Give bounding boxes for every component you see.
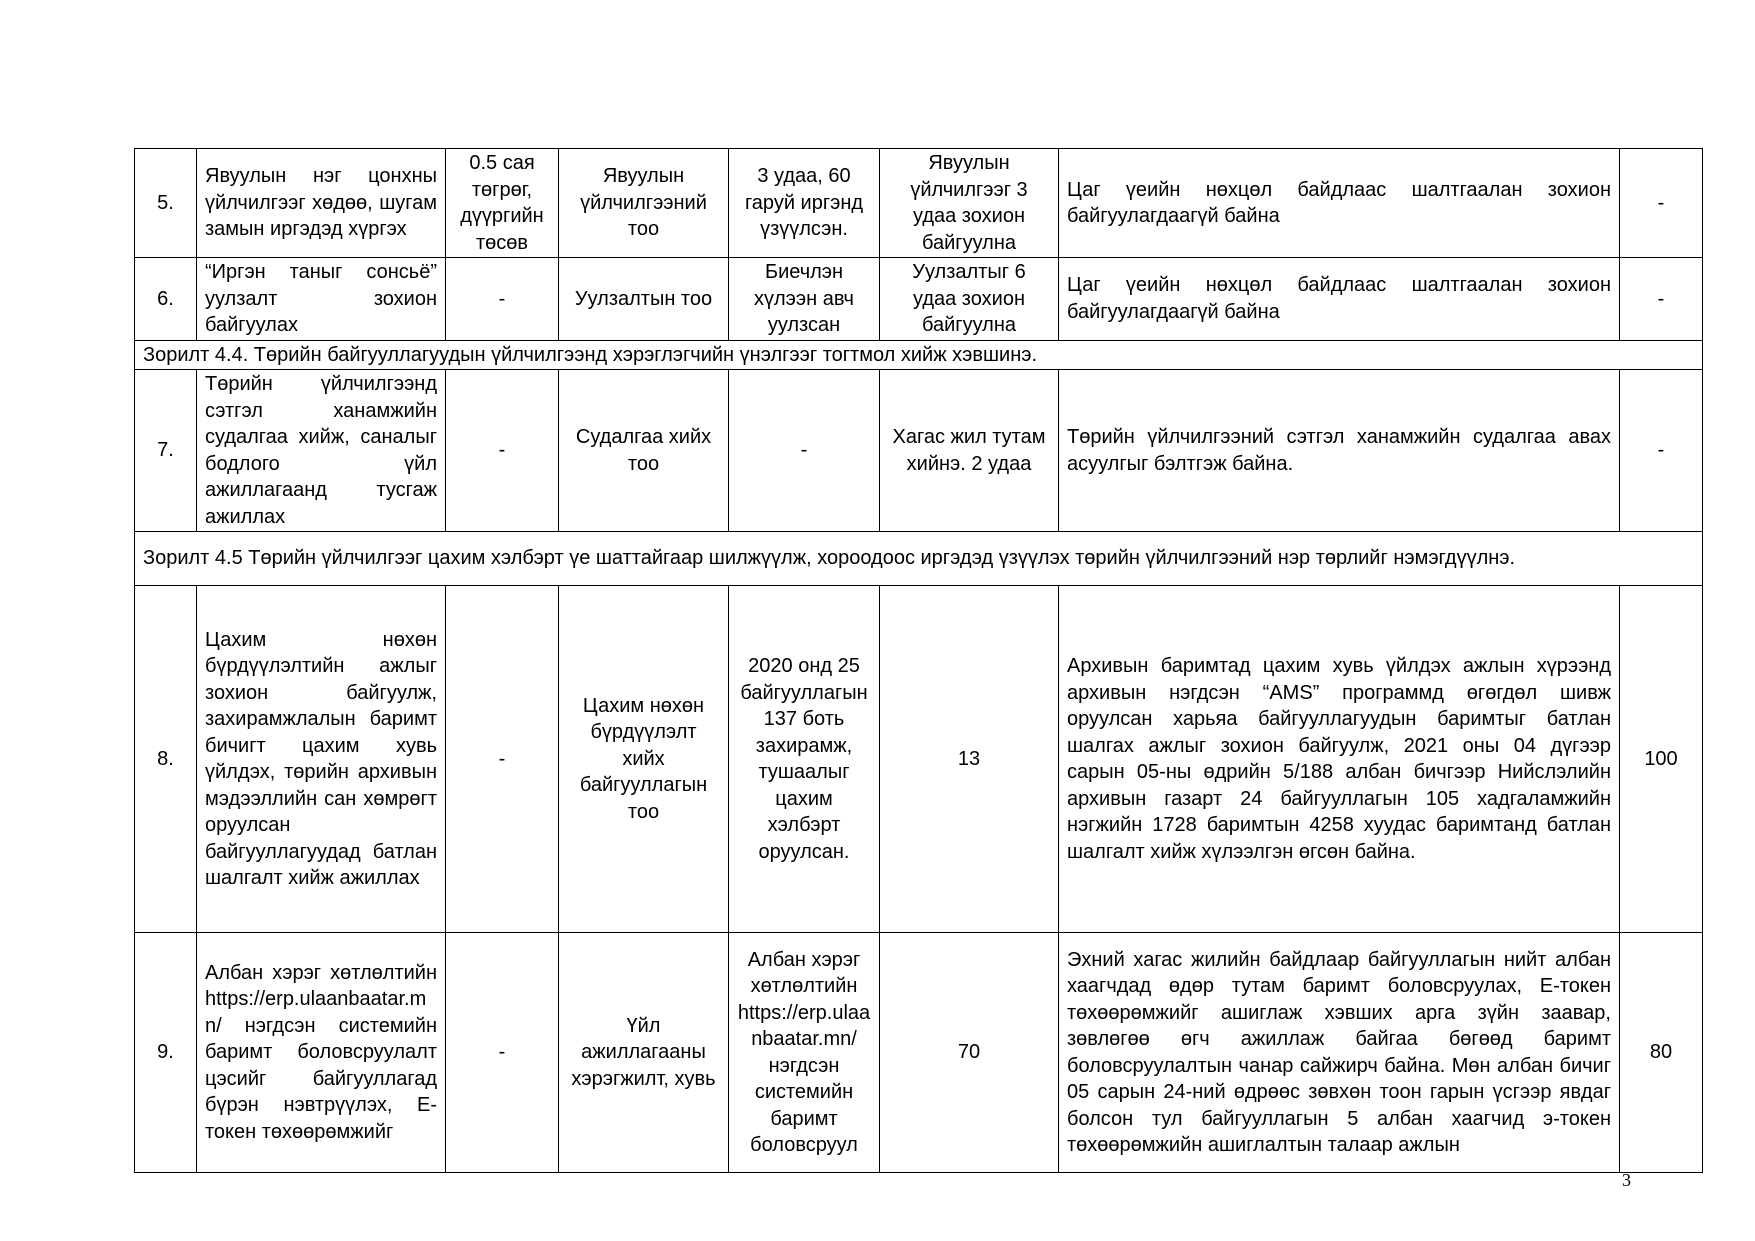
target-cell: 70 (880, 933, 1059, 1173)
activity-cell: Явуулын нэг цонхны үйлчилгээг хөдөө, шугам замын иргэдэд хүргэх (197, 149, 446, 258)
baseline-cell: Албан хэрэг хөтлөлтийн https://erp.ulaanbaatar.mn/ нэгдсэн системийн баримт боловсруул (729, 933, 880, 1173)
indicator-cell: Судалгаа хийх тоо (559, 370, 729, 532)
budget-cell: - (446, 370, 559, 532)
score-cell: - (1620, 370, 1703, 532)
activity-cell: Цахим нөхөн бүрдүүлэлтийн ажлыг зохион байгуулж, захирамжлалын баримт бичигт цахим хувь үйлдэх, төрийн архивын мэдээллийн сан хөмрөгт оруулсан байгууллагуудад батлан шалгалт хийж ажиллах (197, 586, 446, 933)
score-cell: - (1620, 258, 1703, 341)
budget-cell: 0.5 сая төгрөг, дүүргийн төсөв (446, 149, 559, 258)
row-number: 7. (135, 370, 197, 532)
score-cell: - (1620, 149, 1703, 258)
row-number: 8. (135, 586, 197, 933)
goal-row (135, 532, 1703, 586)
row-number: 6. (135, 258, 197, 341)
table-row (135, 586, 1703, 933)
page-number: 3 (1622, 1170, 1631, 1190)
baseline-cell: Биечлэн хүлээн авч уулзсан (729, 258, 880, 341)
progress-cell: Цаг үеийн нөхцөл байдлаас шалтгаалан зохион байгуулагдаагүй байна (1059, 258, 1620, 341)
baseline-cell: 2020 онд 25 байгууллагын 137 боть захирамж, тушаалыг цахим хэлбэрт оруулсан. (729, 586, 880, 933)
target-cell: Уулзалтыг 6 удаа зохион байгуулна (880, 258, 1059, 341)
indicator-cell: Уулзалтын тоо (559, 258, 729, 341)
activity-cell: Албан хэрэг хөтлөлтийн https://erp.ulaanbaatar.mn/ нэгдсэн системийн баримт боловсруулалт цэсийг байгууллагад бүрэн нэвтрүүлэх, Е-токен төхөөрөмжийг (197, 933, 446, 1173)
row-number: 9. (135, 933, 197, 1173)
target-cell: Хагас жил тутам хийнэ. 2 удаа (880, 370, 1059, 532)
indicator-cell: Явуулын үйлчилгээний тоо (559, 149, 729, 258)
baseline-cell: - (729, 370, 880, 532)
progress-cell: Төрийн үйлчилгээний сэтгэл ханамжийн судалгаа авах асуулгыг бэлтгэж байна. (1059, 370, 1620, 532)
table-row (135, 149, 1703, 258)
baseline-cell: 3 удаа, 60 гаруй иргэнд үзүүлсэн. (729, 149, 880, 258)
budget-cell: - (446, 933, 559, 1173)
target-cell: Явуулын үйлчилгээг 3 удаа зохион байгуулна (880, 149, 1059, 258)
budget-cell: - (446, 258, 559, 341)
table-row (135, 258, 1703, 341)
budget-cell: - (446, 586, 559, 933)
score-cell: 80 (1620, 933, 1703, 1173)
goal-4-4: Зорилт 4.4. Төрийн байгууллагуудын үйлчилгээнд хэрэглэгчийн үнэлгээг тогтмол хийж хэвшинэ. (135, 340, 1703, 370)
score-cell: 100 (1620, 586, 1703, 933)
indicator-cell: Цахим нөхөн бүрдүүлэлт хийх байгууллагын тоо (559, 586, 729, 933)
goal-row (135, 340, 1703, 370)
table-row (135, 370, 1703, 532)
activity-cell: Төрийн үйлчилгээнд сэтгэл ханамжийн судалгаа хийж, саналыг бодлого үйл ажиллагаанд тусгаж ажиллах (197, 370, 446, 532)
progress-cell: Цаг үеийн нөхцөл байдлаас шалтгаалан зохион байгуулагдаагүй байна (1059, 149, 1620, 258)
indicator-cell: Үйл ажиллагааны хэрэгжилт, хувь (559, 933, 729, 1173)
row-number: 5. (135, 149, 197, 258)
table-row (135, 933, 1703, 1173)
goal-4-5: Зорилт 4.5 Төрийн үйлчилгээг цахим хэлбэрт үе шаттайгаар шилжүүлж, хороодоос иргэдэд үзүүлэх төрийн үйлчилгээний нэр төрлийг нэмэгдүүлнэ. (135, 532, 1703, 586)
report-table (134, 148, 1703, 1173)
activity-cell: “Иргэн таныг сонсьё” уулзалт зохион байгуулах (197, 258, 446, 341)
progress-cell: Эхний хагас жилийн байдлаар байгууллагын нийт албан хаагчдад өдөр тутам баримт боловсруулах, Е-токен төхөөрөмжийг ашиглаж хэвших арга зүйн заавар, зөвлөгөө өгч ажиллаж байгаа бөгөөд баримт боловсруулалтын чанар сайжирч байна. Мөн албан бичиг 05 сарын 24-ний өдрөөс зөвхөн тоон гарын үсгээр явдаг болсон тул байгууллагын 5 албан хаагчид э-токен төхөөрөмжийн ашиглалтын талаар ажлын (1059, 933, 1620, 1173)
target-cell: 13 (880, 586, 1059, 933)
progress-cell: Архивын баримтад цахим хувь үйлдэх ажлын хүрээнд архивын нэгдсэн “AMS” программд өгөгдөл шивж оруулсан харьяа байгууллагуудын баримтыг батлан шалгах ажлыг зохион байгуулж, 2021 оны 04 дүгээр сарын 05-ны өдрийн 5/188 албан бичгээр Нийслэлийн архивын газарт 24 байгууллагын 105 хадгаламжийн нэгжийн 1728 баримтын 4258 хуудас баримтанд батлан шалгалт хийж хүлээлгэн өгсөн байна. (1059, 586, 1620, 933)
